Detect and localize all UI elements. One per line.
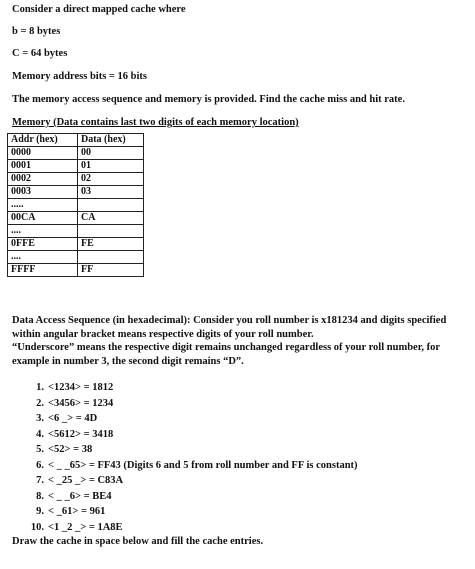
list-item [12,442,358,458]
memory-table-header [8,134,144,147]
addr-cell: 0001 [8,160,78,173]
list-item [12,411,358,427]
data-cell: FF [78,264,144,277]
table-row [8,147,144,160]
item-text: < _61> = 961 [48,506,106,517]
item-number: 2. [36,397,44,409]
address-bits-line: Memory address bits = 16 bits [12,71,147,82]
underscore-note: “Underscore” means the respective digit remains unchanged regardless of your roll number, for example in number 3, the second digit remains “D”. [12,342,440,367]
item-text: <5612> = 3418 [48,428,114,440]
item-text: <52> = 38 [48,444,93,455]
item-text: <6 _> = 4D [48,413,98,424]
item-text: <1 _2 _> = 1A8E [48,521,123,533]
list-item [12,473,358,489]
table-row [8,238,144,251]
table-row [8,186,144,199]
item-number: 5. [36,444,44,455]
addr-cell: 0FFE [8,238,78,251]
table-row [8,199,144,212]
list-item [12,396,358,412]
addr-column-header: Addr (hex) [8,134,78,147]
data-cell: 02 [78,173,144,186]
item-number: 8. [36,490,44,502]
list-item [12,427,358,443]
data-cell: 01 [78,160,144,173]
addr-cell: FFFF [8,264,78,277]
block-size-line: b = 8 bytes [12,26,61,37]
data-cell [78,199,144,212]
list-item [12,380,358,396]
item-text: <1234> = 1812 [48,382,114,393]
memory-table [7,133,144,277]
list-item [12,504,358,520]
addr-cell: .... [8,251,78,264]
list-item [12,458,358,474]
access-sequence-list [12,380,358,535]
intro-line: Consider a direct mapped cache where [12,4,186,15]
item-text: <3456> = 1234 [48,397,114,409]
item-number: 6. [36,459,44,471]
table-row [8,173,144,186]
item-number: 9. [36,506,44,517]
data-cell [78,251,144,264]
data-column-header: Data (hex) [78,134,144,147]
item-text: < _ _65> = FF43 (Digits 6 and 5 from roll number and FF is constant) [48,459,358,471]
table-row [8,225,144,238]
addr-cell: ..... [8,199,78,212]
table-row [8,212,144,225]
data-cell [78,225,144,238]
table-row [8,160,144,173]
item-text: < _25 _> = C83A [48,475,124,486]
table-row [8,251,144,264]
addr-cell: 00CA [8,212,78,225]
addr-cell: .... [8,225,78,238]
list-item [12,520,358,536]
item-number: 4. [36,428,44,440]
addr-cell: 0002 [8,173,78,186]
cache-size-line: C = 64 bytes [12,48,68,59]
item-number: 1. [36,382,44,393]
data-cell: 00 [78,147,144,160]
list-item [12,489,358,505]
data-cell: 03 [78,186,144,199]
footer-instruction: Draw the cache in space below and fill the cache entries. [12,536,264,547]
data-cell: CA [78,212,144,225]
item-number: 3. [36,413,44,424]
item-number: 7. [36,475,44,486]
sequence-description: Data Access Sequence (in hexadecimal): Consider you roll number is x181234 and digits specified within angular bracket means respective digits of your roll number. [12,315,447,340]
addr-cell: 0003 [8,186,78,199]
task-line: The memory access sequence and memory is provided. Find the cache miss and hit rate. [12,94,405,105]
item-text: < _ _6> = BE4 [48,490,112,502]
memory-heading: Memory (Data contains last two digits of each memory location) [12,117,299,128]
table-row [8,264,144,277]
addr-cell: 0000 [8,147,78,160]
data-cell: FE [78,238,144,251]
item-number: 10. [30,521,44,533]
